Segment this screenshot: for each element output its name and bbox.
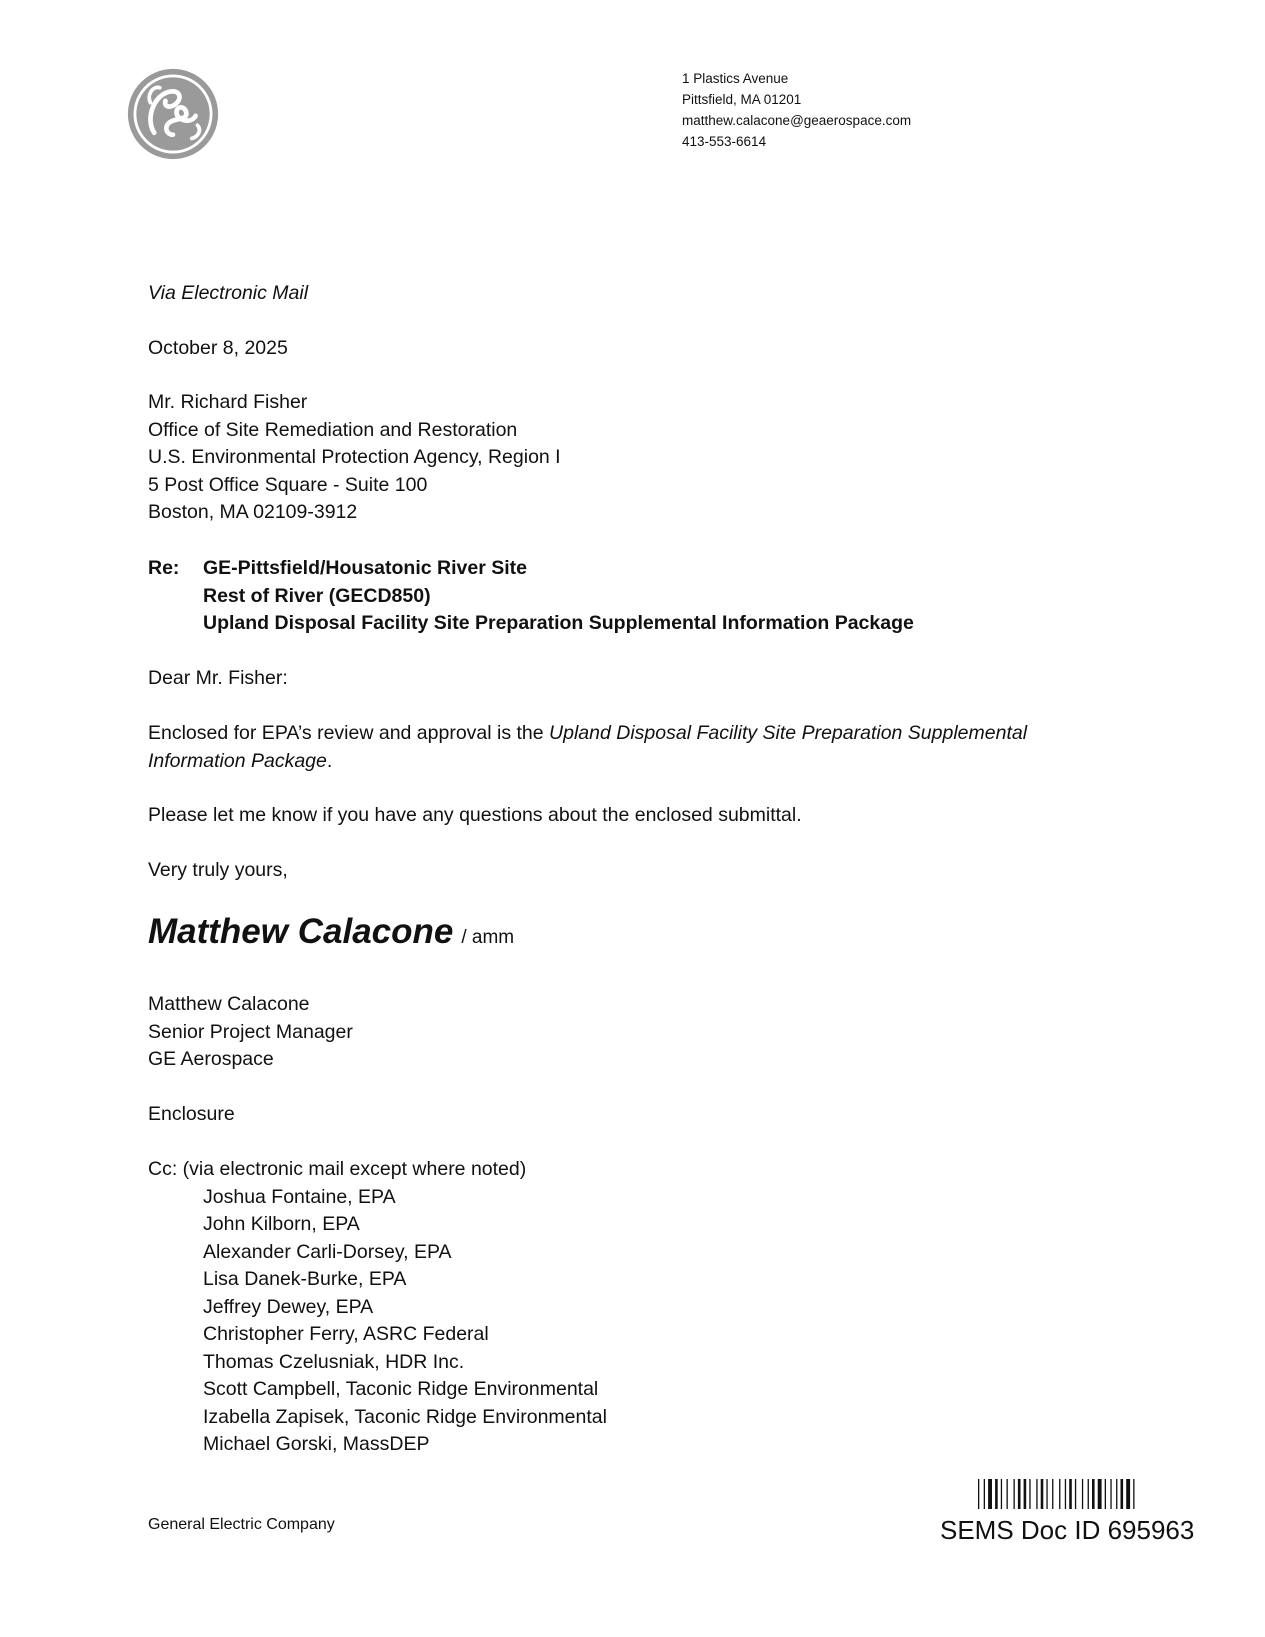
salutation: Dear Mr. Fisher:	[148, 667, 288, 689]
signer-block	[148, 991, 353, 1074]
cc-block	[148, 1156, 607, 1459]
barcode-bar	[1110, 1479, 1111, 1509]
sender-email: matthew.calacone@geaerospace.com	[682, 113, 912, 128]
barcode-bar	[995, 1479, 998, 1509]
recipient-name: Mr. Richard Fisher	[148, 391, 308, 413]
letter-date: October 8, 2025	[148, 337, 288, 359]
body-paragraph-1	[148, 720, 1027, 775]
subject-line-3: Upland Disposal Facility Site Preparation Supplemental Information Package	[203, 612, 914, 634]
recipient-address-block	[148, 389, 561, 527]
paragraph1-lead: Enclosed for EPA’s review and approval is the	[148, 722, 550, 744]
sender-address-line2: Pittsfield, MA 01201	[682, 92, 802, 107]
barcode-bar	[1116, 1479, 1117, 1509]
barcode-bar	[1052, 1479, 1053, 1509]
barcode-bar	[988, 1479, 992, 1509]
cc-recipient: Lisa Danek-Burke, EPA	[203, 1268, 407, 1290]
recipient-street: 5 Post Office Square - Suite 100	[148, 473, 428, 496]
barcode-bar	[1092, 1479, 1095, 1509]
signer-company: GE Aerospace	[148, 1048, 274, 1070]
recipient-office: Office of Site Remediation and Restoration	[148, 418, 518, 441]
cc-recipient: John Kilborn, EPA	[203, 1213, 360, 1235]
barcode-bar	[1069, 1479, 1072, 1509]
barcode-bar	[1126, 1479, 1130, 1509]
barcode-bar	[1014, 1479, 1015, 1509]
barcode-bar	[1105, 1479, 1106, 1509]
cc-recipient: Joshua Fontaine, EPA	[203, 1185, 396, 1208]
signer-name: Matthew Calacone	[148, 993, 310, 1015]
cc-recipient: Christopher Ferry, ASRC Federal	[203, 1323, 489, 1345]
barcode-bar	[1121, 1479, 1124, 1509]
barcode-bar	[1065, 1479, 1066, 1509]
cc-recipient: Scott Campbell, Taconic Ridge Environmental	[203, 1378, 599, 1400]
barcode-bar	[984, 1479, 985, 1509]
body-paragraph-2: Please let me know if you have any questions about the enclosed submittal.	[148, 804, 802, 826]
recipient-agency: U.S. Environmental Protection Agency, Region I	[148, 446, 561, 468]
barcode-bar	[1098, 1479, 1102, 1509]
barcode-bar	[1082, 1479, 1083, 1509]
cc-header: Cc: (via electronic mail except where noted)	[148, 1158, 527, 1180]
subject-line-1: GE-Pittsfield/Housatonic River Site	[203, 557, 527, 579]
delivery-method: Via Electronic Mail	[148, 282, 309, 304]
sender-address-block	[682, 68, 911, 152]
cc-recipient: Izabella Zapisek, Taconic Ridge Environmental	[203, 1405, 607, 1428]
barcode-bar	[1046, 1479, 1047, 1509]
cc-recipient: Alexander Carli-Dorsey, EPA	[203, 1240, 452, 1263]
sender-address-line1: 1 Plastics Avenue	[682, 71, 789, 86]
subject-line-2: Rest of River (GECD850)	[203, 584, 431, 607]
barcode-bar	[1036, 1479, 1037, 1509]
paragraph1-title-part2: Information Package	[148, 749, 327, 772]
subject-label: Re:	[148, 557, 180, 579]
doc-id: SEMS Doc ID 695963	[940, 1515, 1195, 1545]
barcode-bar	[978, 1479, 979, 1509]
recipient-city: Boston, MA 02109-3912	[148, 501, 358, 523]
closing: Very truly yours,	[148, 859, 288, 881]
signature	[148, 912, 514, 952]
barcode-bar	[1075, 1479, 1076, 1509]
barcode-bar	[1001, 1479, 1002, 1509]
barcode-bar	[1029, 1479, 1030, 1509]
barcode	[978, 1479, 1168, 1509]
cc-recipient: Thomas Czelusniak, HDR Inc.	[203, 1350, 465, 1373]
barcode-bar	[1133, 1479, 1134, 1509]
sender-phone: 413-553-6614	[682, 134, 767, 149]
barcode-bar	[1024, 1479, 1027, 1509]
paragraph1-title-part1: Upland Disposal Facility Site Preparation Supplemental	[549, 722, 1028, 744]
footer-company: General Electric Company	[148, 1516, 335, 1533]
cc-recipient: Jeffrey Dewey, EPA	[203, 1295, 374, 1318]
cc-recipient: Michael Gorski, MassDEP	[203, 1433, 430, 1455]
ge-logo	[126, 67, 220, 161]
barcode-bar	[1088, 1479, 1089, 1509]
signature-initials: / amm	[461, 927, 515, 948]
cc-list	[148, 1184, 607, 1459]
barcode-bar	[1059, 1479, 1060, 1509]
signature-name: Matthew Calacone	[148, 912, 454, 951]
barcode-bar	[1007, 1479, 1008, 1509]
enclosure-note: Enclosure	[148, 1103, 235, 1125]
barcode-bar	[1041, 1479, 1044, 1509]
barcode-bar	[1018, 1479, 1021, 1509]
signer-title: Senior Project Manager	[148, 1020, 353, 1043]
paragraph1-end: .	[326, 749, 333, 772]
